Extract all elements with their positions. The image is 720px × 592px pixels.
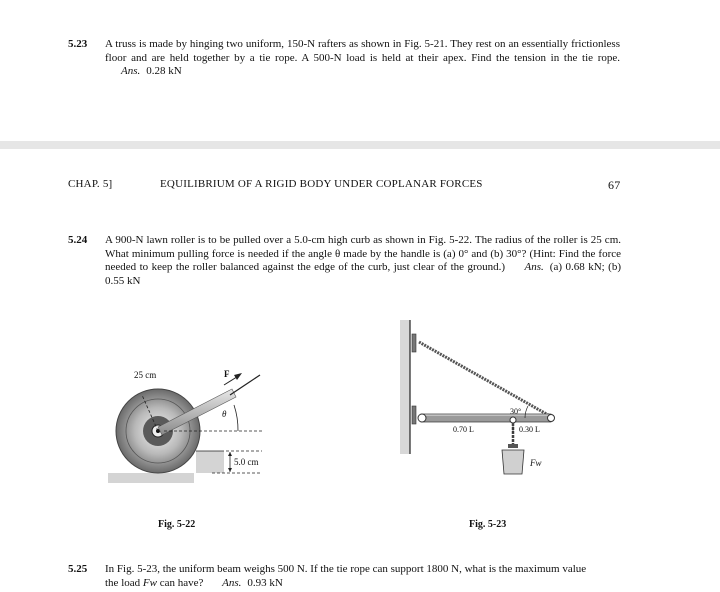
rope-bracket bbox=[412, 334, 416, 352]
wall bbox=[400, 320, 410, 454]
problem-5-25-line1: In Fig. 5-23, the uniform beam weighs 500 N. If the tie rope can support 1800 N, what is the maximum value bbox=[105, 563, 587, 575]
problem-5-24-body: A 900-N lawn roller is to be pulled over a 5.0-cm high curb as shown in Fig. 5-22. The radius of the roller is 25 cm. What minimum pulling force is needed if the angle θ made by the handle is (a) 0° and (b) 30°? (Hint: Find the force needed to keep the roller balanced against the edge of the curb, just clear of the ground.) bbox=[105, 234, 621, 273]
problem-5-23-answer: 0.28 kN bbox=[146, 65, 182, 77]
problem-5-25-line2: the load Fw can have? Ans. 0.93 kN bbox=[105, 576, 283, 589]
beam-tie-rope-diagram bbox=[395, 318, 570, 478]
left-length-label: 0.70 L bbox=[453, 425, 474, 434]
cut-fragment bbox=[168, 0, 180, 1]
curb bbox=[196, 451, 224, 473]
problem-number-5-25: 5.25 bbox=[68, 563, 88, 575]
cut-fragment bbox=[268, 0, 273, 1]
figure-5-23 bbox=[395, 318, 570, 478]
ground bbox=[108, 473, 194, 483]
problem-5-25-text bbox=[105, 563, 621, 590]
answer-label: Ans. bbox=[121, 65, 141, 77]
problem-number-5-24: 5.24 bbox=[68, 234, 88, 246]
hinge-pin bbox=[418, 414, 426, 422]
lawn-roller-diagram bbox=[100, 355, 280, 495]
answer-label: Ans. bbox=[222, 576, 242, 589]
problem-5-24-text bbox=[105, 234, 621, 288]
page-number: 67 bbox=[608, 178, 621, 192]
page-break bbox=[0, 141, 720, 149]
angle-label: θ bbox=[222, 409, 227, 419]
radius-label: 25 cm bbox=[134, 370, 157, 380]
problem-number-5-23: 5.23 bbox=[68, 38, 88, 50]
load-label: Fw bbox=[530, 458, 542, 468]
problem-5-23-body: A truss is made by hinging two uniform, 150-N rafters as shown in Fig. 5-21. They rest on an essentially frictionless floor and are held together by a tie rope. A 500-N load is held at their apex. Find the tension in the tie rope. bbox=[105, 38, 620, 64]
curb-height-label: 5.0 cm bbox=[234, 457, 259, 467]
previous-page-cut bbox=[0, 0, 720, 2]
force-label: F bbox=[224, 369, 230, 379]
angle-label: 30° bbox=[510, 407, 522, 416]
figure-5-22 bbox=[100, 355, 280, 495]
beam-bracket bbox=[412, 406, 416, 424]
load-variable: Fw bbox=[142, 576, 157, 589]
answer-label: Ans. bbox=[524, 261, 544, 273]
cut-fragment bbox=[536, 0, 544, 1]
cut-fragment bbox=[430, 0, 436, 1]
right-length-label: 0.30 L bbox=[519, 425, 540, 434]
load-weight bbox=[502, 450, 524, 474]
problem-5-25-answer: 0.93 kN bbox=[247, 576, 283, 589]
chapter-title: EQUILIBRIUM OF A RIGID BODY UNDER COPLANAR FORCES bbox=[160, 178, 483, 190]
problem-5-24-answer: (a) 0.68 kN; (b) 0.55 kN bbox=[105, 261, 621, 287]
angle-arc bbox=[234, 405, 238, 431]
problem-5-23-text bbox=[105, 38, 620, 79]
figure-5-23-caption: Fig. 5-23 bbox=[469, 519, 507, 530]
chapter-label: CHAP. 5] bbox=[68, 178, 113, 190]
tie-rope bbox=[419, 342, 550, 416]
figure-5-22-caption: Fig. 5-22 bbox=[158, 519, 196, 530]
